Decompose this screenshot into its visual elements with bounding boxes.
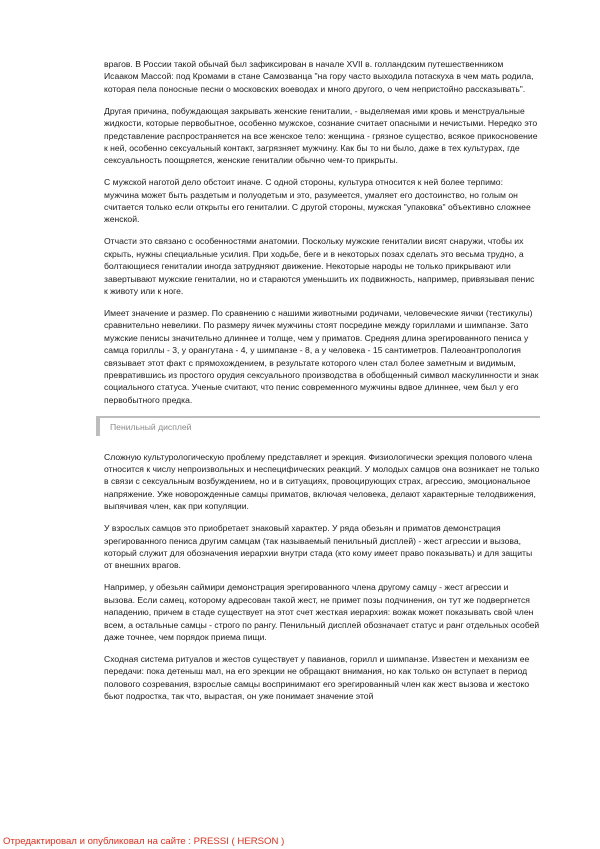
paragraph: Сходная система ритуалов и жестов существует у павианов, горилл и шимпанзе. Известен и механизм ее передачи: пока детеныш мал, на его эрекции не обращают внимания, но как только он вступает в период полового созревания, взрослые самцы воспринимают его эрегированный член как жест вызова и жестоко бьют подростка, так что, вырастая, он уже понимает значение этой bbox=[104, 653, 530, 702]
paragraph: У взрослых самцов это приобретает знаковый характер. У ряда обезьян и приматов демонстрация эрегированного пениса другим самцам (так называемый пенильный дисплей) - жест агрессии и вызова, который служит для обозначения иерархии внутри стада (кто кому имеет право показывать) и для защиты от внешних врагов. bbox=[104, 523, 533, 571]
publisher-footer: Отредактировал и опубликовал на сайте : PRESSI ( HERSON ) bbox=[3, 836, 285, 847]
paragraph: Например, у обезьян саймири демонстрация эрегированного члена другому самцу - жест агрессии и вызова. Если самец, которому адресован такой жест, не примет позы подчинения, он тут же подвергнется нападению, причем в стаде существует на этот счет жесткая иерархия: вожак может показывать свой член всем, а остальные самцы - строго по рангу. Пенильный дисплей обозначает статус и ранг отдельных особей даже точнее, чем порядок приема пищи. bbox=[104, 582, 540, 642]
paragraph: Сложную культурологическую проблему представляет и эрекция. Физиологически эрекция полового члена относится к числу непроизвольных и неспецифических реакций. У молодых самцов она возникает не только в связи с сексуальным возбуждением, но и в ситуациях, провоцирующих страх, агрессию, эмоциональное напряжение. Уже новорожденные самцы приматов, включая человека, делают характерные телодвижения, выпячивая член, как при копуляции. bbox=[104, 451, 540, 512]
paragraph: Другая причина, побуждающая закрывать женские гениталии, - выделяемая ими кровь и менструальные жидкости, которые первобытное, особенно мужское, сознание считает опасными и нечистыми. Нередко это представление распространяется на все женское тело: женщина - грязное существо, всякое прикосновение к ней, особенно сексуальный контакт, загрязняет мужчину. Как бы то ни было, даже в тех культурах, где сексуальность поощряется, женские гениталии обычно чем-то прикрыты. bbox=[104, 105, 538, 166]
paragraph: С мужской наготой дело обстоит иначе. С одной стороны, культура относится к ней более терпимо: мужчина может быть раздетым и полуодетым и это, разумеется, умаляет его достоинство, но голым он считается только если открыты его гениталии. С другой стороны, мужская "упаковка" объективно сложнее женской. bbox=[104, 177, 531, 225]
paragraph: врагов. В России такой обычай был зафиксирован в начале XVII в. голландским путешественником Исааком Массой: под Кромами в стане Самозванца "на гору часто выходила потаскуха в чем мать родила, которая пела поносные песни о московских воеводах и много другого, о чем непристойно рассказывать". bbox=[104, 59, 534, 94]
document-page bbox=[104, 58, 540, 712]
section-heading: Пенильный дисплей bbox=[96, 416, 540, 436]
paragraph: Имеет значение и размер. По сравнению с нашими животными родичами, человеческие яички (тестикулы) сравнительно невелики. По размеру яичек мужчины стоят посредине между гориллами и шимпанзе. Зато мужские пенисы значительно длиннее и толще, чем у приматов. Средняя длина эрегированного пениса у самца гориллы - 3, у орангутана - 4, у шимпанзе - 8, а у человека - 15 сантиметров. Палеоантропология связывает этот факт с прямохождением, в результате которого член стал более заметным и видимым, превратившись из простого орудия сексуального производства в обобщенный символ маскулинности и знак социального статуса. Ученые считают, что пенис современного мужчины вдвое длиннее, чем был у его первобытного предка. bbox=[104, 307, 539, 405]
paragraph: Отчасти это связано с особенностями анатомии. Поскольку мужские гениталии висят снаружи, чтобы их скрыть, нужны специальные усилия. При ходьбе, беге и в некоторых позах сделать это весьма трудно, а болтающиеся гениталии иногда затрудняют движение. Некоторые народы не только прикрывают или завертывают мужские гениталии, но и стараются уменьшить их подвижность, например, привязывая пенис к животу или к ноге. bbox=[104, 236, 535, 296]
